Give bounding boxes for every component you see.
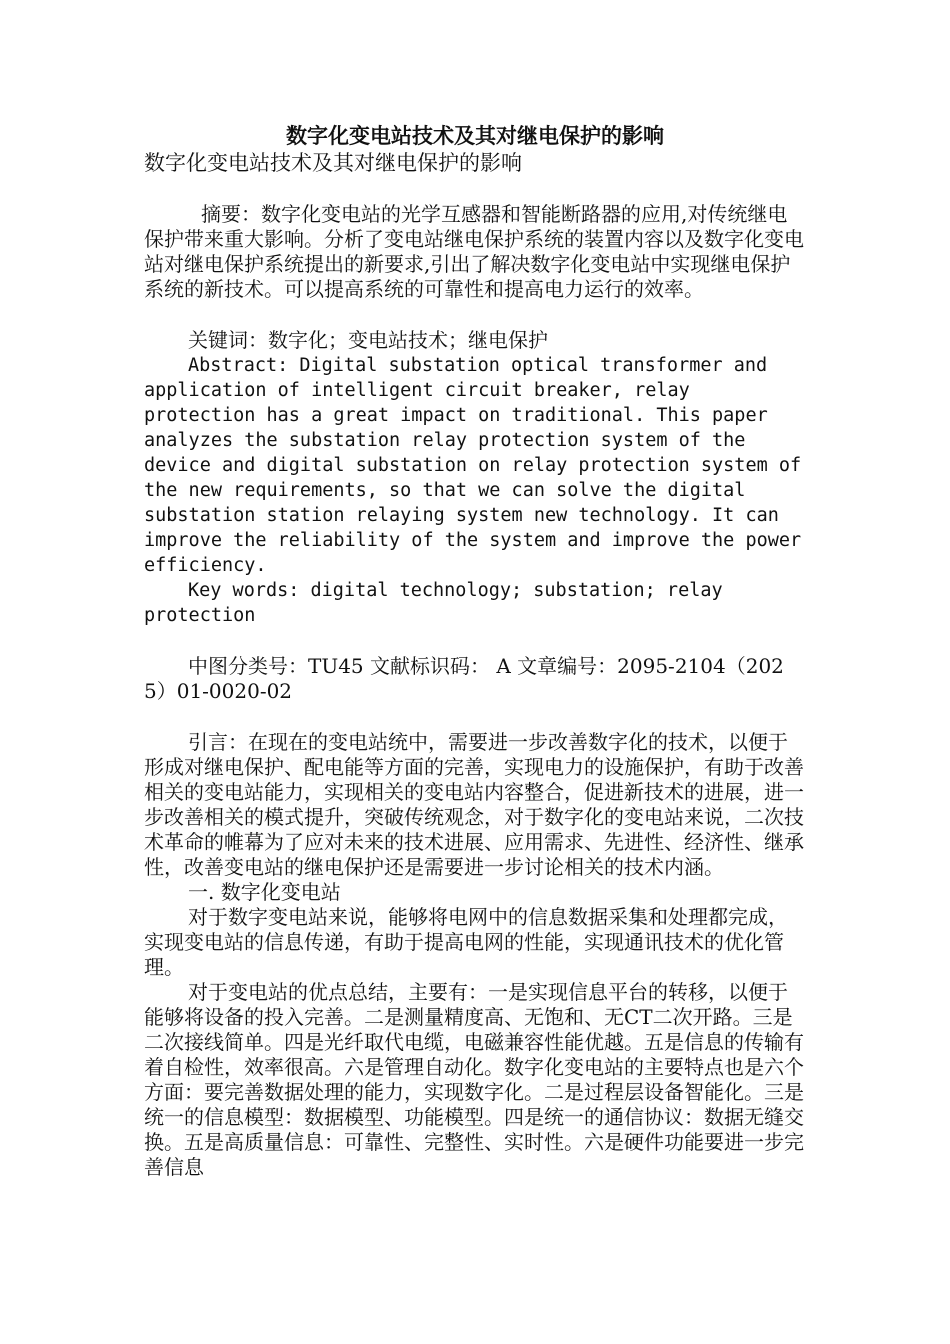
spacer <box>144 176 806 202</box>
spacer <box>144 628 806 654</box>
abstract-chinese: 摘要：数字化变电站的光学互感器和智能断路器的应用,对传统继电保护带来重大影响。分析了变电站继电保护系统的装置内容以及数字化变电站对继电保护系统提出的新要求,引出了解决数字化变电站中实现继电保护系统的新技术。可以提高系统的可靠性和提高电力运行的效率。 <box>144 202 804 301</box>
document-page <box>144 122 806 1180</box>
document-subtitle: 数字化变电站技术及其对继电保护的影响 <box>144 151 522 175</box>
classification-info: 中图分类号：TU45 文献标识码： A 文章编号：2095-2104（2025）01-0020-02 <box>144 654 784 703</box>
document-title: 数字化变电站技术及其对继电保护的影响 <box>286 123 664 148</box>
spacer <box>144 704 806 730</box>
keywords-english: Key words: digital technology; substation; relay protection <box>144 580 723 626</box>
introduction-paragraph: 引言：在现在的变电站统中，需要进一步改善数字化的技术，以便于形成对继电保护、配电能等方面的完善，实现电力的设施保护，有助于改善相关的变电站能力，实现相关的变电站内容整合，促进新技术的进展，进一步改善相关的模式提升，突破传统观念，对于数字化的变电站来说，二次技术革命的帷幕为了应对未来的技术进展、应用需求、先进性、经济性、继承性，改善变电站的继电保护还是需要进一步讨论相关的技术内涵。 <box>144 730 804 879</box>
body-paragraph: 对于变电站的优点总结，主要有：一是实现信息平台的转移，以便于能够将设备的投入完善。二是测量精度高、无饱和、无CT二次开路。三是二次接线简单。四是光纤取代电缆，电磁兼容性能优越。五是信息的传输有着自检性，效率很高。六是管理自动化。数字化变电站的主要特点也是六个方面：要完善数据处理的能力，实现数字化。二是过程层设备智能化。三是统一的信息模型：数据模型、功能模型。四是统一的通信协议：数据无缝交换。五是高质量信息：可靠性、完整性、实时性。六是硬件功能要进一步完善信息 <box>144 980 804 1179</box>
spacer <box>144 302 806 328</box>
body-paragraph: 对于数字变电站来说，能够将电网中的信息数据采集和处理都完成，实现变电站的信息传递，有助于提高电网的性能，实现通讯技术的优化管理。 <box>144 905 788 979</box>
section-heading: 一. 数字化变电站 <box>188 880 341 904</box>
abstract-english: Abstract: Digital substation optical transformer and application of intelligent circuit breaker, relay protection has a great impact on traditional. This paper analyzes the substation relay protection system of the device and digital substation on relay protection system of the new requirements, so that we can solve the digital substation station relaying system new technology. It can improve the reliability of the system and improve the power efficiency. <box>144 355 802 576</box>
keywords-chinese: 关键词：数字化；变电站技术；继电保护 <box>188 328 548 352</box>
